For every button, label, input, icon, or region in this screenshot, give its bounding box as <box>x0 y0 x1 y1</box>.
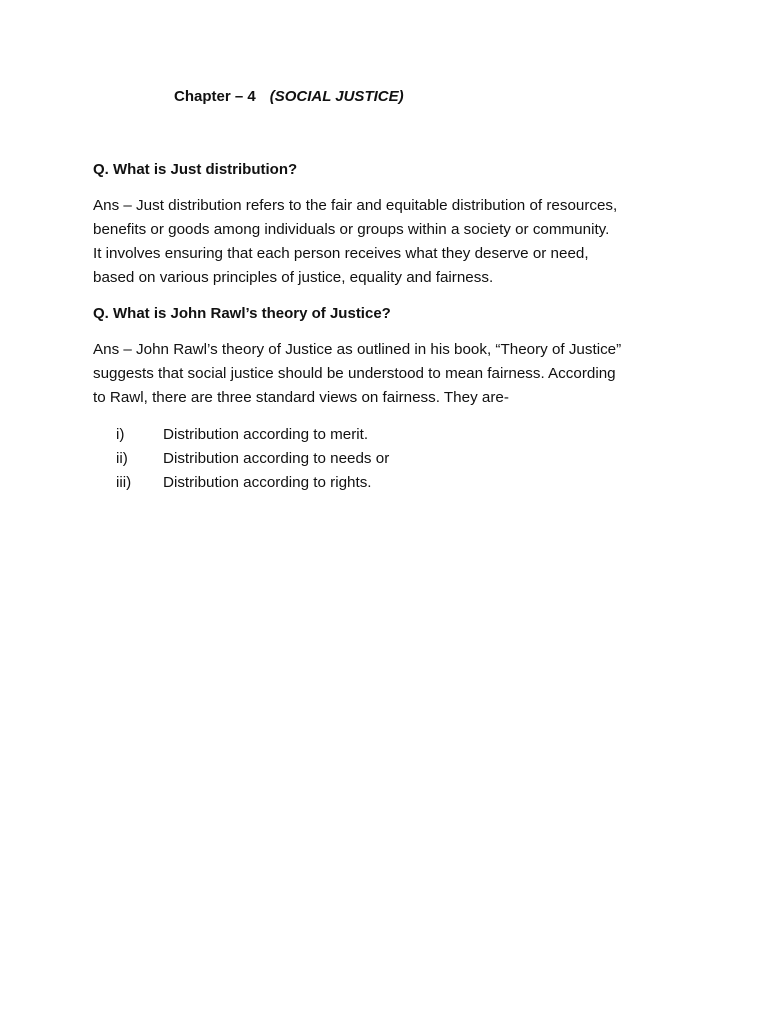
answer-2-line: suggests that social justice should be understood to mean fairness. According <box>93 365 616 382</box>
distribution-list <box>116 423 616 495</box>
answer-1-line: based on various principles of justice, equality and fairness. <box>93 269 494 286</box>
question-1: Q. What is Just distribution? <box>93 161 298 178</box>
question-2: Q. What is John Rawl’s theory of Justice? <box>93 305 391 322</box>
chapter-heading <box>174 88 404 105</box>
list-marker: ii) <box>116 450 128 467</box>
list-item <box>116 423 616 447</box>
answer-1-line: Ans – Just distribution refers to the fair and equitable distribution of resources, <box>93 197 618 214</box>
answer-1 <box>93 194 683 290</box>
chapter-label: Chapter – 4 <box>174 88 256 105</box>
answer-1-line: It involves ensuring that each person receives what they deserve or need, <box>93 245 589 262</box>
list-item <box>116 447 616 471</box>
chapter-subtitle: (SOCIAL JUSTICE) <box>269 88 404 105</box>
answer-2-line: Ans – John Rawl’s theory of Justice as outlined in his book, “Theory of Justice” <box>93 341 622 358</box>
list-marker: i) <box>116 426 125 443</box>
answer-1-line: benefits or goods among individuals or groups within a society or community. <box>93 221 610 238</box>
list-text: Distribution according to needs or <box>163 450 390 467</box>
list-text: Distribution according to merit. <box>163 426 369 443</box>
answer-2-line: to Rawl, there are three standard views on fairness. They are- <box>93 389 509 406</box>
list-item <box>116 471 616 495</box>
list-text: Distribution according to rights. <box>163 474 372 491</box>
answer-2 <box>93 338 683 410</box>
list-marker: iii) <box>116 474 132 491</box>
